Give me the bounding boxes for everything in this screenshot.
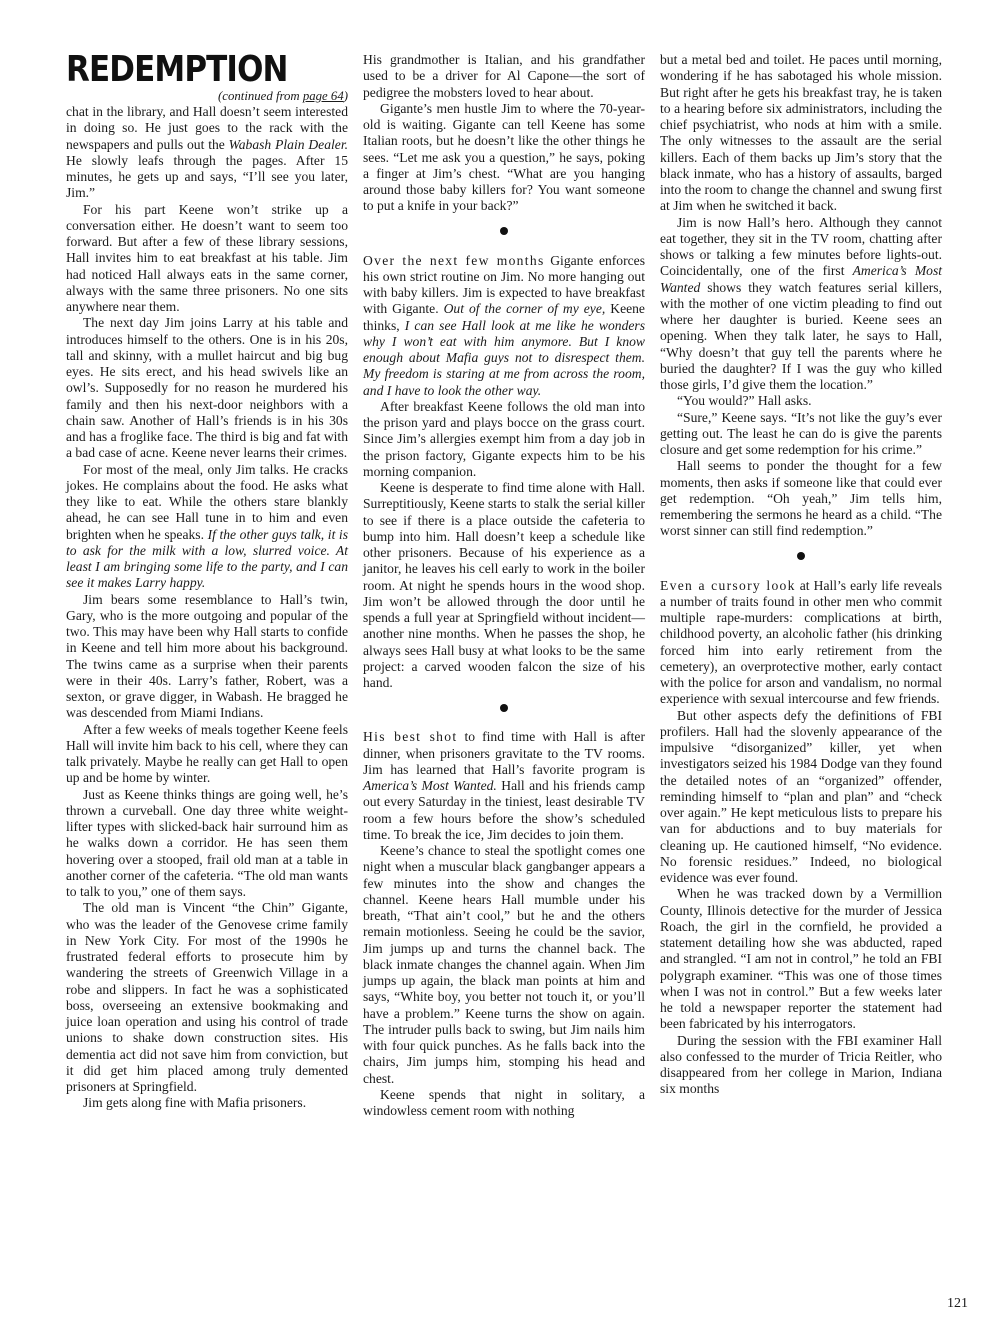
paragraph: Keene is desperate to find time alone with Hall. Surreptitiously, Keene starts to stalk the serial killer to see if there is a place outside the cafeteria to bump into him. Hall doesn’t keep a schedule like other prisoners. Because of his experience as a janitor, he leaves his cell early to work in the boiler room. At night he spends hours in the wood shop. Jim won’t be allowed through the door until he spends a full year at Springfield without incident—another nine months. When he passes the shop, he always sees Hall busy at what looks to be the same project: a carved wooden falcon the size of his hand. <box>363 480 645 690</box>
paragraph: For his part Keene won’t strike up a conversation either. He doesn’t want to seem too forward. But after a few of these library sessions, Hall invites him to eat breakfast at his table. Jim had noticed Hall always eats in the same corner, always with the same three prisoners. No one sits anywhere near them. <box>66 201 348 314</box>
continued-note: (continued from page 64) <box>218 89 348 103</box>
paragraph: but a metal bed and toilet. He paces until morning, wondering if he has sabotaged his whole mission. But right after he gets his breakfast tray, he is taken to a hearing before six administrators, including the chief psychiatrist, who nods at him with a smile. The only witnesses to the assault are the serial killers. Each of them backs up Jim’s story that the black inmate, who has a history of assaults, barged into the room to change the channel and swung first at Jim when he switched it back. <box>660 52 942 214</box>
column-1 <box>66 49 348 1112</box>
paragraph: Gigante’s men hustle Jim to where the 70-year-old is waiting. Gigante can tell Keene has some Italian roots, but he doesn’t like the other things he sees. “Let me ask you a question,” he says, poking a finger at Jim’s chest. “What are you hanging around those baby killers for? You want someone to put a knife in your back?” <box>363 100 645 214</box>
paragraph: But other aspects defy the definitions of FBI profilers. Hall had the slovenly appearance of the impulsive “disorganized” killer, yet when investigators seized his 1984 Dodge van they found the detailed notes of an “organized” offender, reminding himself to “plan and plan” and “check over again.” He kept meticulous lists to prepare his van for abductions and to buy materials for cleaning up. He cautioned himself, “No evidence. No forensic residues.” Indeed, no biological evidence was ever found. <box>660 707 942 885</box>
paragraph: chat in the library, and Hall doesn’t seem interested in doing so. He just goes to the rack with the newspapers and pulls out the Wabash Plain Dealer. He slowly leafs through the pages. After 15 minutes, he gets up and says, “I’ll see you later, Jim.” <box>66 104 348 201</box>
paragraph: His best shot to find time with Hall is after dinner, when prisoners gravitate to the TV rooms. Jim has learned that Hall’s favorite program is America’s Most Wanted. Hall and his friends camp out every Saturday in the tiniest, least desirable TV room a few hours before the show’s scheduled time. To break the ice, Jim decides to join them. <box>363 729 646 842</box>
paragraph: Keene spends that night in solitary, a windowless cement room with nothing <box>363 1086 645 1118</box>
article-title: REDEMPTION <box>66 49 288 90</box>
paragraph: The old man is Vincent “the Chin” Gigante, who was the leader of the Genovese crime family in New York City. For most of the 1990s he frustrated federal efforts to prosecute him by wandering the streets of Greenwich Village in a robe and slippers. In fact he was a sophisticated boss, overseeing an extensive bookmaking and juice loan operation and using his control of trade unions to shake down construction sites. His dementia act did not save him from conviction, but it did get him placed among truly demented prisoners at Springfield. <box>66 900 348 1094</box>
paragraph: Jim gets along fine with Mafia prisoners. <box>83 1095 307 1111</box>
paragraph: During the session with the FBI examiner Hall also confessed to the murder of Tricia Reitler, who disappeared from her college in Marion, Indiana six months <box>660 1032 942 1097</box>
paragraph: Jim is now Hall’s hero. Although they cannot eat together, they sit in the TV room, chatting after shows or talking a few minutes before lights-out. Coincidentally, one of the first America’s Most Wanted shows they watch features serial killers, with the mother of one victim pleading to find out where her daughter is buried. Keene sees an opening. When they talk later, he says to Hall, “Why doesn’t that guy tell the parents where he buried the daughter? If I was the guy who killed those girls, I’d give them the location.” <box>660 214 943 392</box>
paragraph: When he was tracked down by a Vermillion County, Illinois detective for the murder of Jessica Roach, the girl in the cornfield, he provided a statement detailing how she was abducted, raped and strangled. “I am not in control,” he told an FBI polygraph examiner. “This was one of those times when I was not in control.” But a few weeks later he told a newspaper reporter the statement had been fabricated by his interrogators. <box>660 886 942 1032</box>
page-number: 121 <box>947 1296 968 1311</box>
paragraph: After a few weeks of meals together Keene feels Hall will invite him back to his cell, where they can talk privately. Maybe he really can get Hall to open up and be home by winter. <box>66 721 348 786</box>
paragraph: Jim bears some resemblance to Hall’s twin, Gary, who is the more outgoing and popular of the two. This may have been why Hall starts to confide in Keene and tell him more about his background. The twins came as a surprise when their parents were in their 40s. Larry’s father, Robert, was a sexton, or grave digger, in Wabash. He bragged he was descended from Miami Indians. <box>66 591 348 721</box>
paragraph: “Sure,” Keene says. “It’s not like the guy’s ever getting out. The least he can do is give the parents closure and get some redemption for his crime.” <box>660 409 942 457</box>
paragraph: Keene’s chance to steal the spotlight comes one night when a muscular black gangbanger appears a few minutes into the show and changes the channel. Keene hears Hall mumble under his breath, “That ain’t cool,” but he and the others remain motionless. Seeing he could be the savior, Jim jumps up and turns the channel back. The black inmate changes the channel again. When Jim jumps up again, the black man points at him and says, “White boy, you better not touch it, or you’ll have a problem.” Keene turns the show on again. The intruder pulls back to swing, but Jim nails him with four quick punches. As he falls back into the chairs, Jim jumps him, stomping his head and chest. <box>363 843 645 1086</box>
paragraph: The next day Jim joins Larry at his table and introduces himself to the others. One is in his 20s, tall and skinny, with a mullet haircut and big bug eyes. He sits erect, and his head swivels like an owl’s. Supposedly for no reason he murdered his family and then his next-door neighbors with a chain saw. Another of Hall’s friends is in his 30s and has a froglike face. The third is big and fat with a bad case of acne. Keene never learns their crimes. <box>66 315 348 461</box>
column-2 <box>363 52 645 1119</box>
paragraph: Just as Keene thinks things are going well, he’s thrown a curveball. One day three white weight-lifter types with slicked-back hair surround him as he walks down a corridor. He has seen them hovering over a stooped, frail old man at a table in another corner of the cafeteria. “The old man wants to talk to you,” one of them says. <box>66 786 348 899</box>
paragraph: Hall seems to ponder the thought for a few moments, then asks if someone like that could ever get redemption. “Oh yeah,” Jim tells him, remembering the sermons he heard as a child. “The worst sinner can still find redemption.” <box>660 458 942 539</box>
section-break-bullet <box>363 215 645 247</box>
paragraph: After breakfast Keene follows the old man into the prison yard and plays bocce on the grass court. Since Jim’s allergies exempt him from a day job in the prison factory, Gigante expects him to be his morning companion. <box>363 398 645 479</box>
paragraph: For most of the meal, only Jim talks. He cracks jokes. He complains about the food. He asks what they like to eat. While the others stare blankly ahead, he can see Hall tune in to him and even brighten when he speaks. If the other guys talk, it is to ask for the milk with a low, slurred voice. At least I am bringing some life to the party, and I can see it makes Larry happy. <box>66 461 348 591</box>
paragraph: Even a cursory look at Hall’s early life reveals a number of traits found in other men who commit multiple rape-murders: complications at birth, childhood poverty, an alcoholic father (his drinking forced him into early retirement from the cemetery), an overprotective mother, early contact with the police for arson and vandalism, no normal experience with sexual intercourse and few friends. <box>660 577 943 707</box>
continued-page-link[interactable]: page 64 <box>302 89 344 103</box>
section-break-bullet <box>660 540 942 572</box>
column-3 <box>660 52 942 1098</box>
paragraph: “You would?” Hall asks. <box>677 393 812 409</box>
section-break-bullet <box>363 691 645 723</box>
paragraph: Over the next few months Gigante enforces his own strict routine on Jim. No more hanging out with baby killers. Jim is expected to have breakfast with Gigante. Out of the corner of my eye, Keene thinks, I can see Hall look at me like he wonders why I won’t eat with him anymore. But I know enough about Mafia guys not to disrespect them. My freedom is staring at me from across the room, and I have to look the other way. <box>363 252 645 398</box>
paragraph: His grandmother is Italian, and his grandfather used to be a driver for Al Capone—the sort of pedigree the mobsters loved to hear about. <box>363 52 645 100</box>
